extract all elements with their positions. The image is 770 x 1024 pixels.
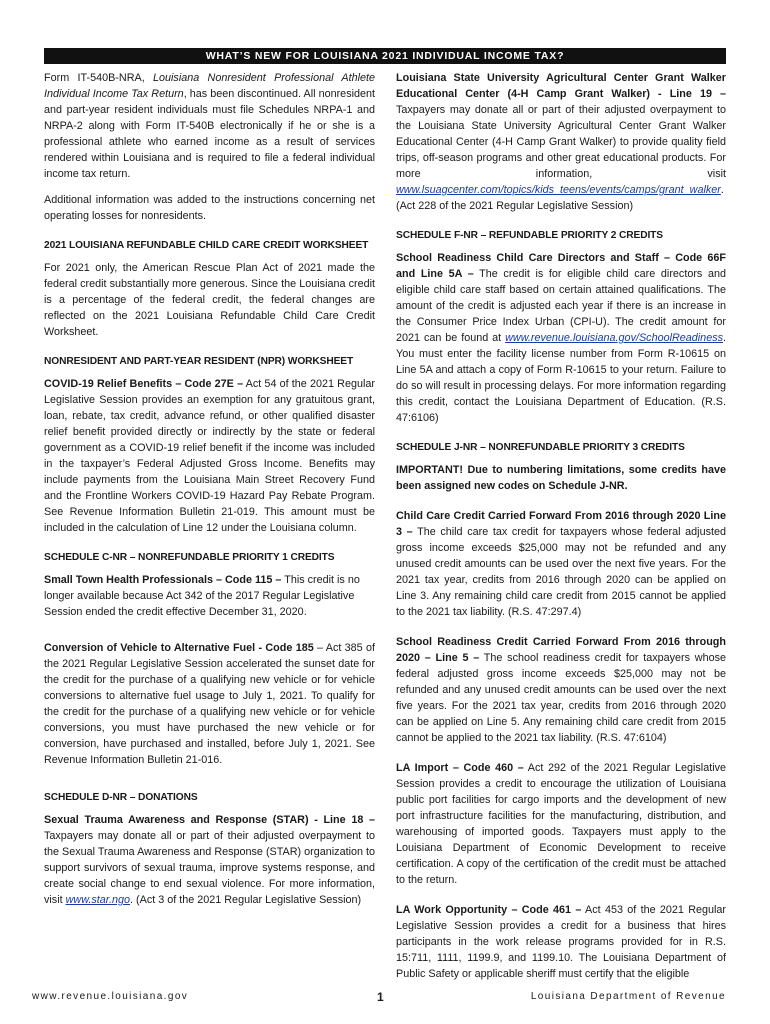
form-title: Louisiana Nonresident Professional Athlete Individual Income Tax Return — [44, 72, 376, 100]
heading-cnr: SCHEDULE C-NR – NONREFUNDABLE PRIORITY 1 CREDITS — [44, 552, 335, 563]
text: – Act 385 of the 2021 Regular Legislative Session accelerated the sunset date for the credit for the purchase of a qualifying new vehicle or for vehicle conversions to alternative fuel usage to July 1, 2021. To qualify for the credit for the purchase of a qualifying new vehicle or for vehicle conversions, you must have purchased the new vehicle or for conversion, have purchased and installed, before July 1, 2021. See Revenue Information Bulletin 21-016. — [44, 642, 376, 766]
text: The credit is for eligible child care directors and eligible child care staff based on certain attained qualifications. The amount of the credit is adjusted each year if there is an increase in the Consumer Price Index Urban (CPI-U). The credit amount for 2021 can be found at — [396, 268, 726, 344]
text: This credit is no longer available because Act 342 of the 2017 Regular Legislative Session ended the credit effective December 31, 2020. — [44, 574, 360, 618]
text: Taxpayers may donate all or part of their adjusted overpayment to the Louisiana State University Agricultural Center Grant Walker Educational Center (4-H Camp Grant Walker) to provide quality field trips, off-season programs and other great educational products. For more information, visit — [396, 104, 726, 180]
school-paragraph — [396, 250, 726, 426]
item-title: Child Care Credit Carried Forward From 2016 through 2020 Line 3 – — [396, 510, 726, 538]
page-number: 1 — [377, 990, 384, 1004]
item-title: LA Import – Code 460 – — [396, 762, 524, 774]
school-link[interactable]: www.revenue.louisiana.gov/SchoolReadiness — [505, 332, 723, 344]
nra-paragraph — [44, 70, 375, 182]
srcf-paragraph — [396, 634, 726, 746]
footer-website: www.revenue.louisiana.gov — [32, 991, 189, 1002]
footer-department: Louisiana Department of Revenue — [530, 991, 726, 1002]
important-note — [396, 462, 726, 494]
left-column — [44, 70, 375, 918]
heading-jnr: SCHEDULE J-NR – NONREFUNDABLE PRIORITY 3 CREDITS — [396, 442, 685, 453]
text: . (Act 228 of the 2021 Regular Legislative Session) — [396, 184, 724, 212]
text: Form IT-540B-NRA, — [44, 72, 154, 84]
item-title: Sexual Trauma Awareness and Response (STAR) - Line 18 – — [44, 814, 375, 826]
heading-dnr: SCHEDULE D-NR – DONATIONS — [44, 792, 198, 803]
text: . You must enter the facility license number from Form R-10615 on Line 5A and attach a copy of Form R-10615 to your return. Failure to do so will result in processing delays. For more information regarding this credit, contact the Louisiana Department of Education. (R.S. 47:6106) — [396, 332, 726, 424]
heading-npr: NONRESIDENT AND PART-YEAR RESIDENT (NPR) WORKSHEET — [44, 356, 354, 367]
item-title: School Readiness Credit Carried Forward From 2016 through 2020 – Line 5 – — [396, 636, 726, 664]
item-title: LA Work Opportunity – Code 461 – — [396, 904, 582, 916]
star-link[interactable]: www.star.ngo — [65, 894, 131, 906]
star-paragraph — [44, 812, 375, 908]
text: The child care tax credit for taxpayers whose federal adjusted gross income exceeds $25,000 may not be refunded and any unused credit amounts can be used over the next five years. For the 2021 tax year, credits from 2016 through 2020 can be applied on Line 3. Any remaining child care credit from 2015 cannot be applied to the 2021 tax liability. (R.S. 47:297.4) — [396, 526, 726, 618]
text: Act 453 of the 2021 Regular Legislative Session provides a credit for a business that hires participants in the work release programs provided for in R.S. 15:711, 1111, 1199.9, and 1199.10. The Louisiana Department of Public Safety or applicable sheriff must certify that the eligible — [396, 904, 726, 980]
text: Taxpayers may donate all or part of their adjusted overpayment to the Sexual Trauma Awareness and Response (STAR) organization to support survivors of sexual trauma, improve systems response, and create social change to end sexual violence. For more information, visit — [44, 830, 375, 906]
item-title: Small Town Health Professionals – Code 115 – — [44, 574, 282, 586]
text: The school readiness credit for taxpayers whose federal adjusted gross income exceeds $25,000 may not be refunded and any unused credit amounts can be used over the next five years. For the 2021 tax year, credits from 2016 through 2020 can be applied on Line 5. Any remaining child care credit from 2015 cannot be applied to the 2021 tax liability. (R.S. 47:6104) — [396, 652, 726, 744]
item-title: School Readiness Child Care Directors and Staff – Code 66F and Line 5A – — [396, 252, 726, 280]
page-banner: WHAT’S NEW FOR LOUISIANA 2021 INDIVIDUAL INCOME TAX? — [44, 48, 726, 64]
text: . (Act 3 of the 2021 Regular Legislative Session) — [130, 894, 362, 906]
childcare-paragraph: For 2021 only, the American Rescue Plan Act of 2021 made the federal credit substantially more generous. Since the Louisiana credit is a percentage of the federal credit, the federal changes are reflected on the 2021 Louisiana Refundable Child Care Credit Worksheet. — [44, 262, 375, 338]
covid-paragraph — [44, 376, 375, 536]
lsu-paragraph — [396, 70, 726, 214]
text: , has been discontinued. All nonresident and part-year resident individuals must file Schedules NRPA-1 and NRPA-2 along with Form IT-540B electronically if he or she is a professional athlete who earned income as a result of services rendered within Louisiana and is required to file a federal individual income tax return. — [44, 88, 376, 180]
item-title: Conversion of Vehicle to Alternative Fuel - Code 185 — [44, 642, 314, 654]
item-title: Louisiana State University Agricultural Center Grant Walker Educational Center (4-H Camp Grant Walker) - Line 19 – — [396, 72, 726, 100]
nol-paragraph: Additional information was added to the instructions concerning net operating losses for nonresidents. — [44, 194, 375, 222]
import-paragraph — [396, 760, 726, 888]
right-column — [396, 70, 726, 992]
heading-fnr: SCHEDULE F-NR – REFUNDABLE PRIORITY 2 CREDITS — [396, 230, 664, 241]
smalltown-paragraph — [44, 572, 375, 620]
important-text: IMPORTANT! Due to numbering limitations, some credits have been assigned new codes on Schedule J-NR. — [396, 464, 726, 492]
item-title: COVID-19 Relief Benefits – Code 27E – — [44, 378, 244, 390]
text: Act 54 of the 2021 Regular Legislative Session provides an exemption for any gratuitous grant, loan, rebate, tax credit, advance refund, or other qualified disaster relief benefit provided directly or indirectly by the state or federal government as a COVID-19 relief benefit if the income was included in the taxpayer’s Federal Adjusted Gross Income. Benefits may include payments from the Louisiana Main Street Recovery Fund and the Frontline Workers COVID-19 Hazard Pay Rebate Program. See Revenue Information Bulletin 21-019. This amount must be included in the calculation of Line 12 under the Louisiana column. — [44, 378, 375, 534]
lsu-link[interactable]: www.lsuagcenter.com/topics/kids_teens/events/camps/grant_walker — [396, 184, 721, 196]
heading-childcare: 2021 LOUISIANA REFUNDABLE CHILD CARE CREDIT WORKSHEET — [44, 240, 369, 251]
text: Act 292 of the 2021 Regular Legislative Session provides a credit to encourage the utilization of Louisiana public port facilities for cargo imports and the development of new port infrastructure facilities for the manufacturing, distribution, and warehousing of imported goods. Taxpayers must apply to the Louisiana Department of Economic Development to receive certification. A copy of the certification of the credit must be attached to the return. — [396, 762, 727, 886]
ccc-paragraph — [396, 508, 726, 620]
vehicle-paragraph — [44, 640, 375, 768]
work-paragraph — [396, 902, 726, 982]
